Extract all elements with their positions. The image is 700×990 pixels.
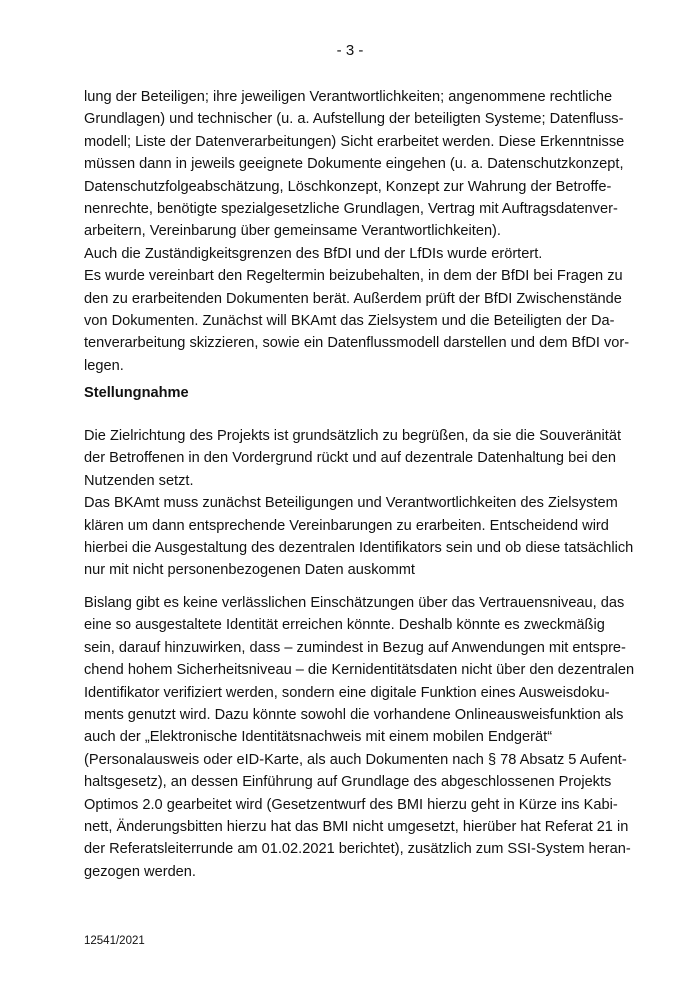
text-line: Auch die Zuständigkeitsgrenzen des BfDI und der LfDIs wurde erörtert. (84, 245, 543, 262)
text-line: ments genutzt wird. Dazu könnte sowohl die vorhandene Onlineausweisfunktion als (84, 706, 624, 723)
text-line: von Dokumenten. Zunächst will BKAmt das Zielsystem und die Beteiligten der Da- (84, 312, 615, 329)
text-line: Optimos 2.0 gearbeitet wird (Gesetzentwurf des BMI hierzu geht in Kürze ins Kabi- (84, 796, 618, 813)
text-line: der Referatsleiterrunde am 01.02.2021 berichtet), zusätzlich zum SSI-System heran- (84, 841, 631, 858)
text-line: klären um dann entsprechende Vereinbarungen zu erarbeiten. Entscheidend wird (84, 517, 609, 534)
text-line: auch der „Elektronische Identitätsnachweis mit einem mobilen Endgerät“ (84, 729, 553, 746)
text-line: chend hohem Sicherheitsniveau – die Kernidentitätsdaten nicht über den dezentralen (84, 662, 635, 679)
text-line: Bislang gibt es keine verlässlichen Einschätzungen über das Vertrauensniveau, das (84, 595, 625, 611)
text-line: Identifikator verifiziert werden, sondern eine digitale Funktion eines Ausweisdoku- (84, 684, 610, 701)
text-line: Die Zielrichtung des Projekts ist grundsätzlich zu begrüßen, da sie die Souveränität (84, 428, 622, 444)
text-line: gezogen werden. (84, 863, 196, 880)
text-line: Grundlagen) und technischer (u. a. Aufstellung der beteiligten Systeme; Datenfluss- (84, 111, 624, 128)
paragraph-meeting-summary (84, 86, 630, 377)
text-line: haltsgesetz), an dessen Einführung auf Grundlage des abgeschlossenen Projekts (84, 774, 612, 791)
paragraph-assessment (84, 425, 634, 582)
text-line: nett, Änderungsbitten hierzu hat das BMI nicht umgesetzt, hierüber hat Referat 21 in (84, 818, 629, 835)
text-line: modell; Liste der Datenverarbeitungen) Sicht erarbeitet werden. Diese Erkenntnisse (84, 133, 625, 150)
text-line: Das BKAmt muss zunächst Beteiligungen und Verantwortlichkeiten des Zielsystem (84, 495, 618, 512)
document-reference-number: 12541/2021 (84, 935, 145, 947)
text-line: Nutzenden setzt. (84, 472, 194, 489)
section-heading: Stellungnahme (84, 385, 189, 401)
text-line: (Personalausweis oder eID-Karte, als auch Dokumenten nach § 78 Absatz 5 Aufent- (84, 751, 627, 768)
text-line: der Betroffenen in den Vordergrund rückt und auf dezentrale Datenhaltung bei den (84, 450, 616, 467)
text-line: nenrechte, benötigte spezialgesetzliche Grundlagen, Vertrag mit Auftragsdatenver- (84, 200, 618, 217)
page-number: - 3 - (336, 42, 364, 59)
text-line: legen. (84, 357, 124, 374)
text-line: tenverarbeitung skizzieren, sowie ein Datenflussmodell darstellen und dem BfDI vor- (84, 335, 630, 352)
text-line: müssen dann in jeweils geeignete Dokumente eingehen (u. a. Datenschutzkonzept, (84, 156, 624, 173)
text-line: nur mit nicht personenbezogenen Daten auskommt (84, 562, 415, 579)
text-line: Datenschutzfolgeabschätzung, Löschkonzept, Konzept zur Wahrung der Betroffe- (84, 178, 612, 195)
text-line: den zu erarbeitenden Dokumenten berät. Außerdem prüft der BfDI Zwischenstände (84, 290, 622, 307)
text-line: Es wurde vereinbart den Regeltermin beizubehalten, in dem der BfDI bei Fragen zu (84, 268, 623, 285)
paragraph-trust-level (84, 592, 635, 883)
text-line: lung der Beteiligen; ihre jeweiligen Verantwortlichkeiten; angenommene rechtliche (84, 89, 613, 105)
text-line: eine so ausgestaltete Identität erreichen könnte. Deshalb könnte es zweckmäßig (84, 617, 605, 634)
text-line: arbeitern, Vereinbarung über gemeinsame Verantwortlichkeiten). (84, 223, 501, 240)
text-line: sein, darauf hinzuwirken, dass – zumindest in Bezug auf Anwendungen mit entspre- (84, 639, 626, 656)
text-line: hierbei die Ausgestaltung des dezentralen Identifikators sein und ob diese tatsächlich (84, 539, 634, 556)
